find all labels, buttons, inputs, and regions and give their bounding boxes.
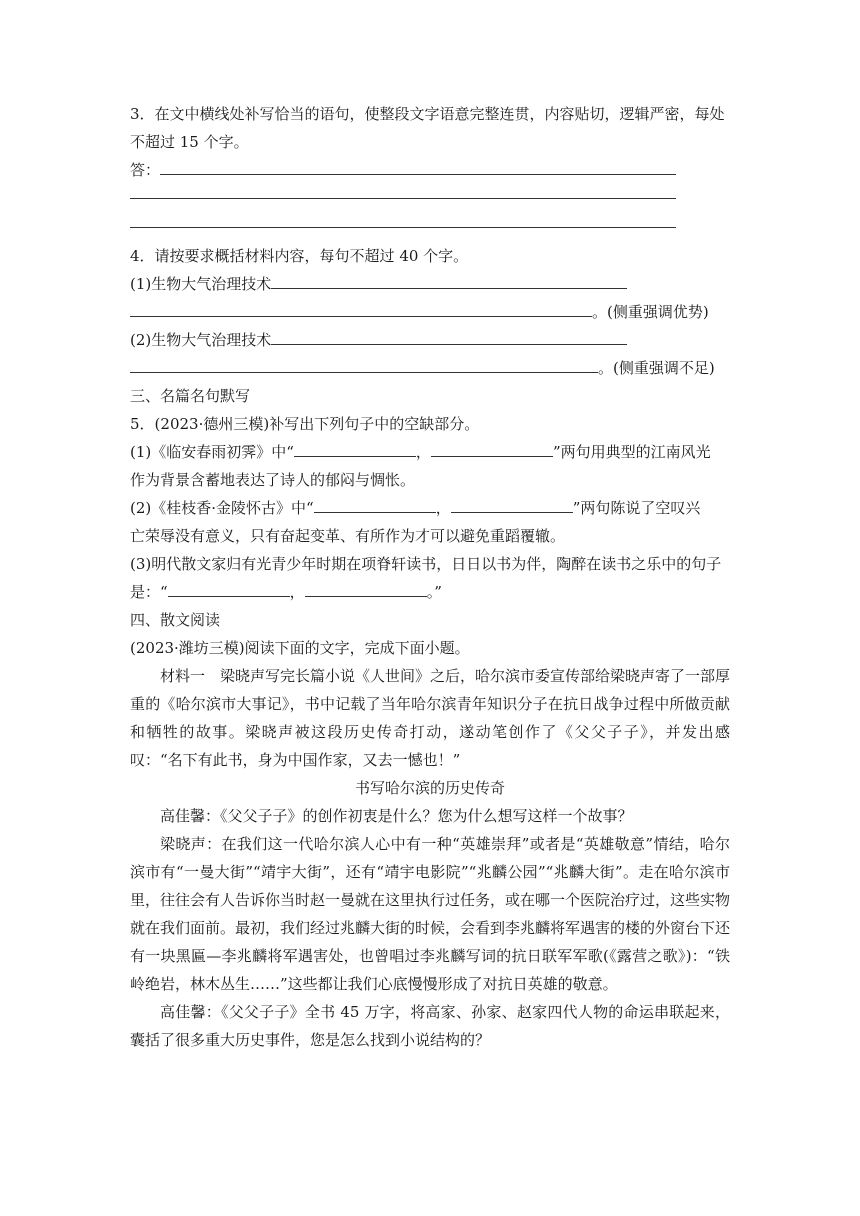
answer-blank-2[interactable]: [130, 184, 676, 199]
q5-item3-sep: ，: [289, 583, 305, 601]
q5-item3-cont: [130, 578, 730, 606]
q5-item1-blank-b[interactable]: [431, 442, 553, 457]
section-heading-4: 四、散文阅读: [130, 611, 221, 629]
q3-line1: 3．在文中横线处补写恰当的语句，使整段文字语意完整连贯，内容贴切，逻辑严密，每处: [130, 105, 725, 123]
q5-item1: [130, 438, 730, 466]
q4-item1-tail: 。(侧重强调优势): [592, 303, 709, 321]
q5-item1-text-2: ”两句用典型的江南风光: [552, 443, 711, 461]
q5-item3-blank-a[interactable]: [168, 582, 290, 597]
q5-item2: [130, 494, 730, 522]
document-page: [130, 100, 730, 1054]
interview-question-1: 高佳馨：《父父子子》的创作初衷是什么？您为什么想写这样一个故事？: [160, 807, 633, 825]
q5-item2-blank-a[interactable]: [314, 498, 436, 513]
q4-item1-label: (1)生物大气治理技术: [130, 275, 272, 293]
q5-item1-text: (1)《临安春雨初霁》中“: [130, 443, 294, 461]
q5-item2-blank-b[interactable]: [451, 498, 573, 513]
reading-intro: (2023·潍坊三模)阅读下面的文字，完成下面小题。: [130, 639, 470, 657]
q4-item2-label: (2)生物大气治理技术: [130, 331, 272, 349]
q4-item2-cont: [130, 354, 730, 382]
q4-item1-cont: [130, 298, 730, 326]
q5-item3-text: 是：“: [130, 583, 168, 601]
q5-item3-blank-b[interactable]: [305, 582, 427, 597]
q5-item1-blank-a[interactable]: [294, 442, 416, 457]
q4-item1: [130, 270, 730, 298]
q4-item2-blank[interactable]: [271, 330, 627, 345]
q4-item2: [130, 326, 730, 354]
answer-blank-1[interactable]: [160, 160, 676, 175]
q5-item1-cont: 作为背景含蓄地表达了诗人的郁闷与惆怅。: [130, 471, 416, 489]
answer-blank-3[interactable]: [130, 213, 676, 228]
q5-item3-end: 。”: [426, 583, 442, 601]
material-one: 材料一 梁晓声写完长篇小说《人世间》之后，哈尔滨市委宣传部给梁晓声寄了一部厚重的《哈尔滨市大事记》，书中记载了当年哈尔滨青年知识分子在抗日战争过程中所做贡献和牺牲的故事。梁晓声被这段历史传奇打动，遂动笔创作了《父父子子》，并发出感叹：“名下有此书，身为中国作家，又去一憾也！”: [130, 667, 731, 769]
q4-stem: 4．请按要求概括材料内容，每句不超过 40 个字。: [130, 247, 469, 265]
q3-line2: 不超过 15 个字。: [130, 133, 249, 151]
q4-item1-blank-2[interactable]: [130, 302, 592, 317]
q3-answer-line: [130, 156, 730, 184]
q4-item2-tail: 。(侧重强调不足): [598, 359, 715, 377]
q4-item1-blank[interactable]: [271, 274, 627, 289]
q5-item2-cont: 亡荣辱没有意义，只有奋起变革、有所作为才可以避免重蹈覆辙。: [130, 527, 566, 545]
q5-item2-text: (2)《桂枝香·金陵怀古》中“: [130, 499, 314, 517]
answer-label: 答：: [130, 161, 161, 179]
q4-item2-blank-2[interactable]: [130, 358, 598, 373]
interview-answer-1: 梁晓声：在我们这一代哈尔滨人心中有一种“英雄崇拜”或者是“英雄敬意”情结，哈尔滨市有“一曼大街”“靖宇大街”，还有“靖宇电影院”“兆麟公园”“兆麟大街”。走在哈尔滨市里，往往会有人告诉你当时赵一曼就在这里执行过任务，或在哪一个医院治疗过，这些实物就在我们面前。最初，我们经过兆麟大街的时候，会看到李兆麟将军遇害的楼的外窗台下还有一块黑匾—李兆麟将军遇害处，也曾唱过李兆麟写词的抗日联军军歌(《露营之歌》)：“铁岭绝岩，林木丛生……”这些都让我们心底慢慢形成了对抗日英雄的敬意。: [130, 835, 731, 993]
q5-item2-sep: ，: [435, 499, 451, 517]
interview-title: 书写哈尔滨的历史传奇: [354, 779, 505, 797]
q5-stem: 5．(2023·德州三模)补写出下列句子中的空缺部分。: [130, 415, 480, 433]
q5-item3: (3)明代散文家归有光青少年时期在项脊轩读书，日日以书为伴，陶醉在读书之乐中的句子: [130, 555, 722, 573]
interview-question-2: 高佳馨：《父父子子》全书 45 万字，将高家、孙家、赵家四代人物的命运串联起来，囊括了很多重大历史事件，您是怎么找到小说结构的？: [130, 1003, 730, 1049]
q5-item1-sep: ，: [415, 443, 431, 461]
q5-item2-text-2: ”两句陈说了空叹兴: [572, 499, 701, 517]
section-heading-3: 三、名篇名句默写: [130, 387, 251, 405]
